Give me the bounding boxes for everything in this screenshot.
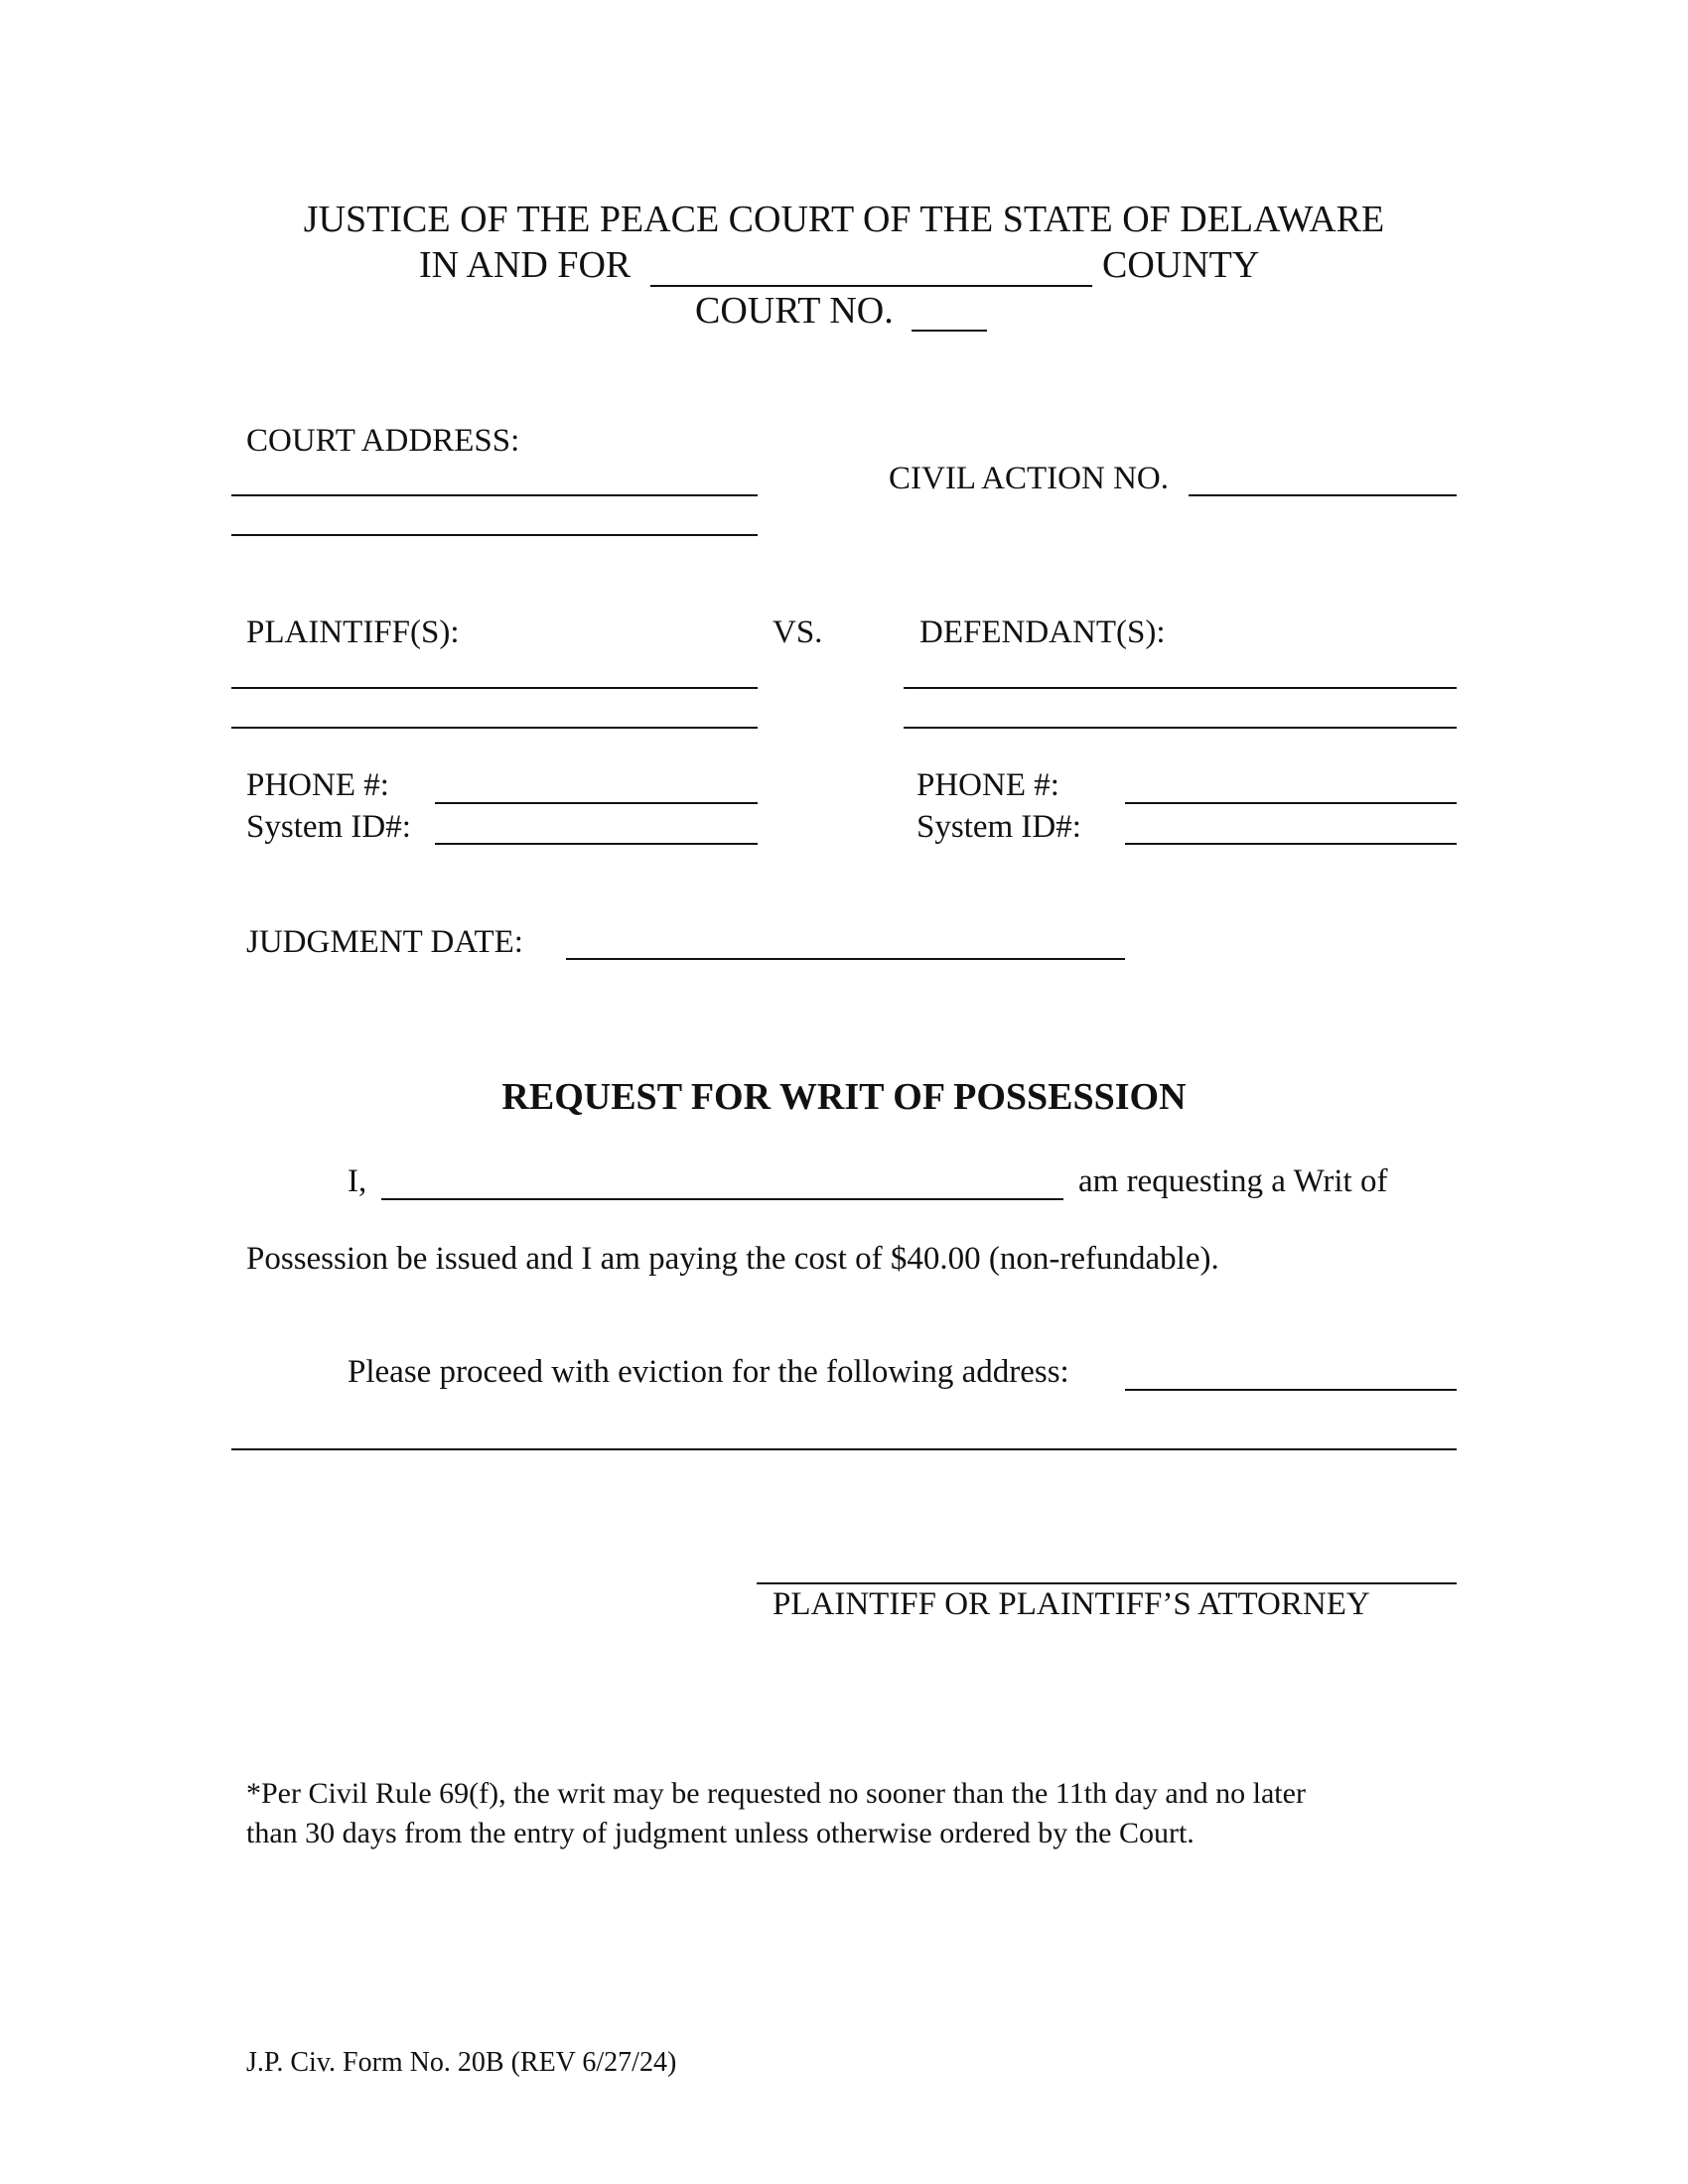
- plaintiff-phone-field[interactable]: [435, 802, 758, 804]
- eviction-address-line-2[interactable]: [231, 1448, 1457, 1450]
- court-number-field[interactable]: [912, 330, 987, 332]
- court-address-label: COURT ADDRESS:: [246, 423, 520, 459]
- court-address-line-1[interactable]: [231, 494, 758, 496]
- court-title: JUSTICE OF THE PEACE COURT OF THE STATE OF DELAWARE: [303, 199, 1385, 240]
- defendant-system-id-field[interactable]: [1125, 843, 1457, 845]
- defendant-name-line-1[interactable]: [904, 687, 1457, 689]
- judgment-date-field[interactable]: [566, 958, 1125, 960]
- defendant-label: DEFENDANT(S):: [919, 614, 1166, 650]
- defendant-phone-label: PHONE #:: [916, 767, 1059, 803]
- court-address-line-2[interactable]: [231, 534, 758, 536]
- versus-label: VS.: [773, 614, 823, 650]
- plaintiff-system-id-label: System ID#:: [246, 809, 411, 845]
- civil-action-label: CIVIL ACTION NO.: [889, 461, 1169, 496]
- request-title: REQUEST FOR WRIT OF POSSESSION: [501, 1076, 1187, 1118]
- defendant-system-id-label: System ID#:: [916, 809, 1081, 845]
- possession-statement: Possession be issued and I am paying the cost of $40.00 (non-refundable).: [246, 1241, 1219, 1277]
- plaintiff-name-line-1[interactable]: [231, 687, 758, 689]
- plaintiff-label: PLAINTIFF(S):: [246, 614, 460, 650]
- eviction-address-field[interactable]: [1125, 1389, 1457, 1391]
- civil-action-field[interactable]: [1189, 494, 1457, 496]
- signature-line[interactable]: [757, 1582, 1457, 1584]
- requester-name-field[interactable]: [381, 1198, 1063, 1200]
- footnote-line-2: than 30 days from the entry of judgment unless otherwise ordered by the Court.: [246, 1817, 1195, 1849]
- requester-suffix: am requesting a Writ of: [1078, 1163, 1388, 1199]
- signature-label: PLAINTIFF OR PLAINTIFF’S ATTORNEY: [773, 1586, 1370, 1622]
- county-field[interactable]: [650, 285, 1092, 287]
- defendant-name-line-2[interactable]: [904, 727, 1457, 729]
- form-number: J.P. Civ. Form No. 20B (REV 6/27/24): [246, 2047, 677, 2078]
- plaintiff-system-id-field[interactable]: [435, 843, 758, 845]
- county-prefix: IN AND FOR: [419, 244, 632, 286]
- county-suffix: COUNTY: [1102, 244, 1260, 286]
- requester-prefix: I,: [348, 1163, 367, 1199]
- judgment-date-label: JUDGMENT DATE:: [246, 924, 523, 960]
- address-prompt: Please proceed with eviction for the following address:: [348, 1354, 1069, 1390]
- footnote-line-1: *Per Civil Rule 69(f), the writ may be requested no sooner than the 11th day and no later: [246, 1777, 1306, 1810]
- defendant-phone-field[interactable]: [1125, 802, 1457, 804]
- court-number-label: COURT NO.: [695, 290, 894, 332]
- plaintiff-name-line-2[interactable]: [231, 727, 758, 729]
- plaintiff-phone-label: PHONE #:: [246, 767, 389, 803]
